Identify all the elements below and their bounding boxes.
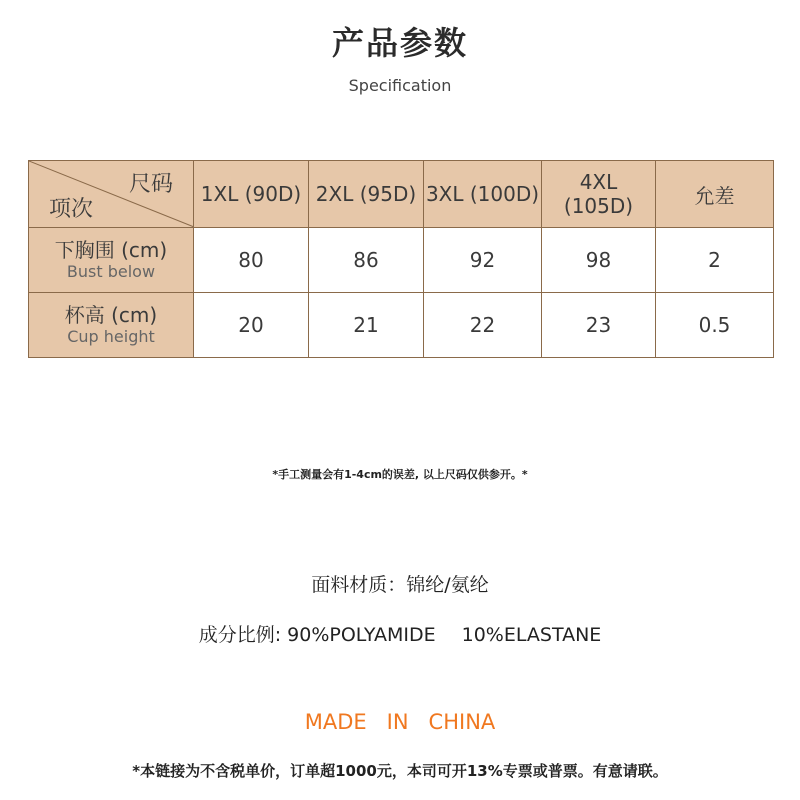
row-label-zh: 下胸围 (cm) [54, 238, 168, 262]
made-word: MADE [304, 710, 367, 734]
footer-note: *本链接为不含税单价，订单超1000元，本司可开13%专票或普票。有意请联。 [132, 762, 668, 780]
china-word: CHINA [428, 710, 496, 734]
composition-line [0, 620, 800, 647]
composition-second: 10%ELASTANE [461, 624, 602, 646]
size-header: 4XL (105D) [542, 161, 656, 228]
tolerance-cell: 2 [656, 228, 774, 293]
table-header-row [29, 161, 774, 228]
tolerance-header: 允差 [656, 161, 774, 228]
row-header-bust [29, 228, 194, 293]
table-cell: 23 [542, 293, 656, 358]
tolerance-cell: 0.5 [656, 293, 774, 358]
in-word: IN [386, 710, 409, 734]
row-header-cup [29, 293, 194, 358]
page-subtitle: Specification [348, 76, 452, 95]
table-cell: 22 [424, 293, 542, 358]
table-cell: 80 [194, 228, 309, 293]
composition-label: 成分比例: 90%POLYAMIDE [198, 624, 436, 646]
size-header: 1XL (90D) [194, 161, 309, 228]
made-in-china [0, 710, 800, 734]
corner-item-label: 项次 [49, 197, 94, 222]
material-line: 面料材质：锦纶/氨纶 [311, 574, 489, 596]
row-label-en: Bust below [66, 262, 156, 281]
table-row [29, 228, 774, 293]
table-cell: 98 [542, 228, 656, 293]
spec-table [28, 160, 774, 358]
corner-cell [29, 161, 194, 228]
measurement-note: *手工测量会有1-4cm的误差, 以上尺码仅供参开。* [272, 468, 528, 481]
page-title: 产品参数 [331, 24, 468, 62]
table-cell: 21 [309, 293, 424, 358]
table-cell: 92 [424, 228, 542, 293]
corner-size-label: 尺码 [128, 172, 173, 197]
row-label-en: Cup height [67, 327, 155, 346]
table-cell: 20 [194, 293, 309, 358]
row-label-zh: 杯高 (cm) [64, 303, 158, 327]
table-row [29, 293, 774, 358]
size-header: 3XL (100D) [424, 161, 542, 228]
table-cell: 86 [309, 228, 424, 293]
size-header: 2XL (95D) [309, 161, 424, 228]
